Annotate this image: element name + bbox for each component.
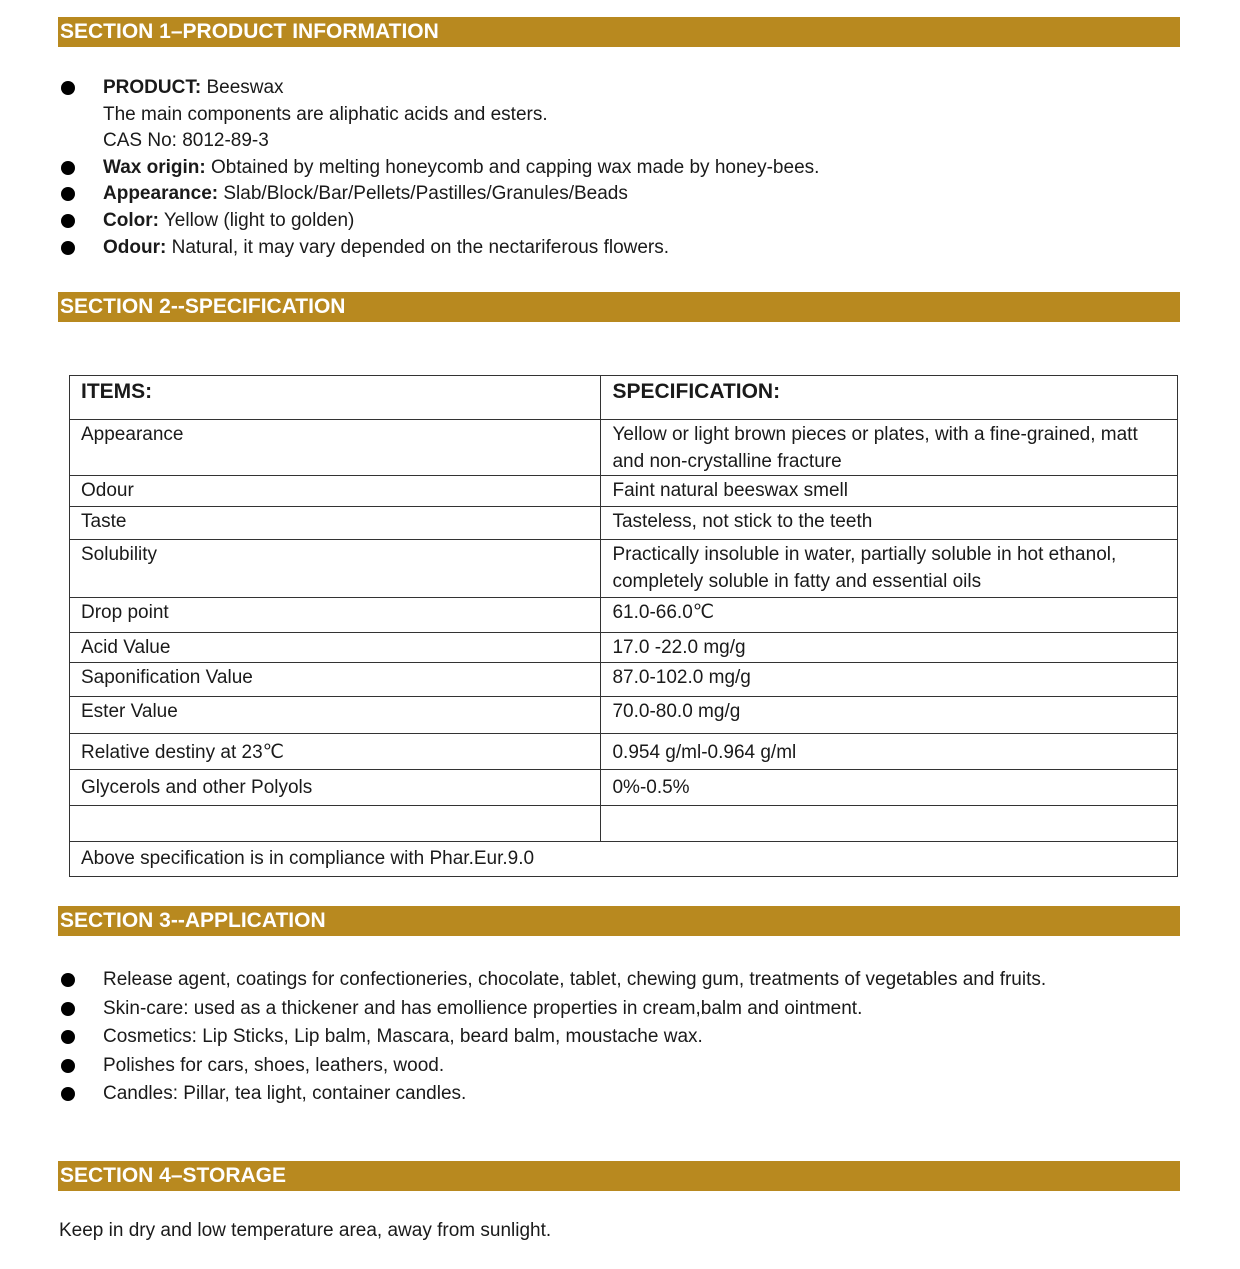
section-3-header: SECTION 3--APPLICATION (58, 906, 1180, 936)
product-info-list (58, 75, 819, 261)
table-row (70, 598, 1178, 633)
item-cell: Ester Value (70, 696, 601, 733)
spec-cell: 0.954 g/ml-0.964 g/ml (601, 733, 1178, 769)
product-value: Beeswax (201, 77, 284, 98)
spec-cell: 61.0-66.0℃ (601, 598, 1178, 633)
item-cell: Acid Value (70, 633, 601, 663)
spec-cell (601, 805, 1178, 841)
spec-cell: Tasteless, not stick to the teeth (601, 507, 1178, 540)
item-cell: Odour (70, 476, 601, 507)
item-cell: Relative destiny at 23℃ (70, 733, 601, 769)
section-2-header: SECTION 2--SPECIFICATION (58, 292, 1180, 322)
product-cas: CAS No: 8012-89-3 (103, 130, 269, 152)
item-label: Odour: (103, 236, 167, 258)
application-text: Polishes for cars, shoes, leathers, wood. (103, 1054, 445, 1076)
spec-cell: 87.0-102.0 mg/g (601, 662, 1178, 696)
list-item (58, 966, 1046, 995)
application-text: Release agent, coatings for confectioneries, chocolate, tablet, chewing gum, treatments of vegetables and fruits. (103, 969, 1047, 990)
table-row (70, 805, 1178, 841)
bullet-icon (61, 973, 75, 987)
list-item (58, 235, 819, 262)
spec-cell: Yellow or light brown pieces or plates, with a fine-grained, matt and non-crystalline fracture (601, 420, 1178, 476)
specification-table (69, 375, 1178, 877)
item-cell: Solubility (70, 540, 601, 598)
list-item (58, 1052, 1046, 1081)
spec-cell: 0%-0.5% (601, 769, 1178, 805)
bullet-icon (61, 81, 75, 95)
bullet-icon (61, 1087, 75, 1101)
section-4-header: SECTION 4–STORAGE (58, 1161, 1180, 1191)
list-item (58, 1080, 1046, 1109)
list-item (58, 181, 819, 208)
item-value: Natural, it may vary depended on the nectariferous flowers. (166, 236, 670, 258)
table-row (70, 662, 1178, 696)
column-header-specification: SPECIFICATION: (601, 376, 1178, 420)
bullet-icon (61, 187, 75, 201)
item-cell: Glycerols and other Polyols (70, 769, 601, 805)
list-item (58, 75, 819, 155)
list-item (58, 155, 819, 182)
spec-cell: Practically insoluble in water, partially soluble in hot ethanol, completely soluble in fatty and essential oils (601, 540, 1178, 598)
item-value: Obtained by melting honeycomb and capping wax made by honey-bees. (205, 156, 820, 178)
item-cell: Appearance (70, 420, 601, 476)
item-cell: Saponification Value (70, 662, 601, 696)
table-row (70, 733, 1178, 769)
column-header-items: ITEMS: (70, 376, 601, 420)
bullet-icon (61, 161, 75, 175)
application-list (58, 966, 1046, 1109)
item-label: Color: (103, 209, 159, 231)
table-row (70, 633, 1178, 663)
product-label: PRODUCT: (103, 77, 202, 98)
bullet-icon (61, 1059, 75, 1073)
compliance-note: Above specification is in compliance with Phar.Eur.9.0 (70, 841, 1178, 876)
table-header-row (70, 376, 1178, 420)
bullet-icon (61, 1002, 75, 1016)
application-text: Cosmetics: Lip Sticks, Lip balm, Mascara, beard balm, moustache wax. (103, 1026, 703, 1047)
product-components: The main components are aliphatic acids and esters. (103, 103, 548, 125)
item-label: Wax origin: (103, 156, 206, 178)
item-cell: Drop point (70, 598, 601, 633)
item-value: Yellow (light to golden) (158, 209, 355, 231)
item-label: Appearance: (103, 183, 219, 205)
application-text: Candles: Pillar, tea light, container candles. (103, 1083, 467, 1104)
spec-cell: 17.0 -22.0 mg/g (601, 633, 1178, 663)
storage-text: Keep in dry and low temperature area, away from sunlight. (59, 1220, 552, 1241)
table-row (70, 540, 1178, 598)
list-item (58, 1023, 1046, 1052)
spec-cell: 70.0-80.0 mg/g (601, 696, 1178, 733)
spec-cell: Faint natural beeswax smell (601, 476, 1178, 507)
bullet-icon (61, 1030, 75, 1044)
item-cell (70, 805, 601, 841)
list-item (58, 208, 819, 235)
table-row (70, 476, 1178, 507)
table-row (70, 420, 1178, 476)
table-row (70, 769, 1178, 805)
bullet-icon (61, 241, 75, 255)
section-1-header: SECTION 1–PRODUCT INFORMATION (58, 17, 1180, 47)
table-row (70, 696, 1178, 733)
table-row (70, 507, 1178, 540)
application-text: Skin-care: used as a thickener and has emollience properties in cream,balm and ointment. (103, 997, 863, 1019)
table-footer-row (70, 841, 1178, 876)
item-value: Slab/Block/Bar/Pellets/Pastilles/Granules/Beads (218, 183, 628, 205)
bullet-icon (61, 214, 75, 228)
item-cell: Taste (70, 507, 601, 540)
list-item (58, 995, 1046, 1024)
